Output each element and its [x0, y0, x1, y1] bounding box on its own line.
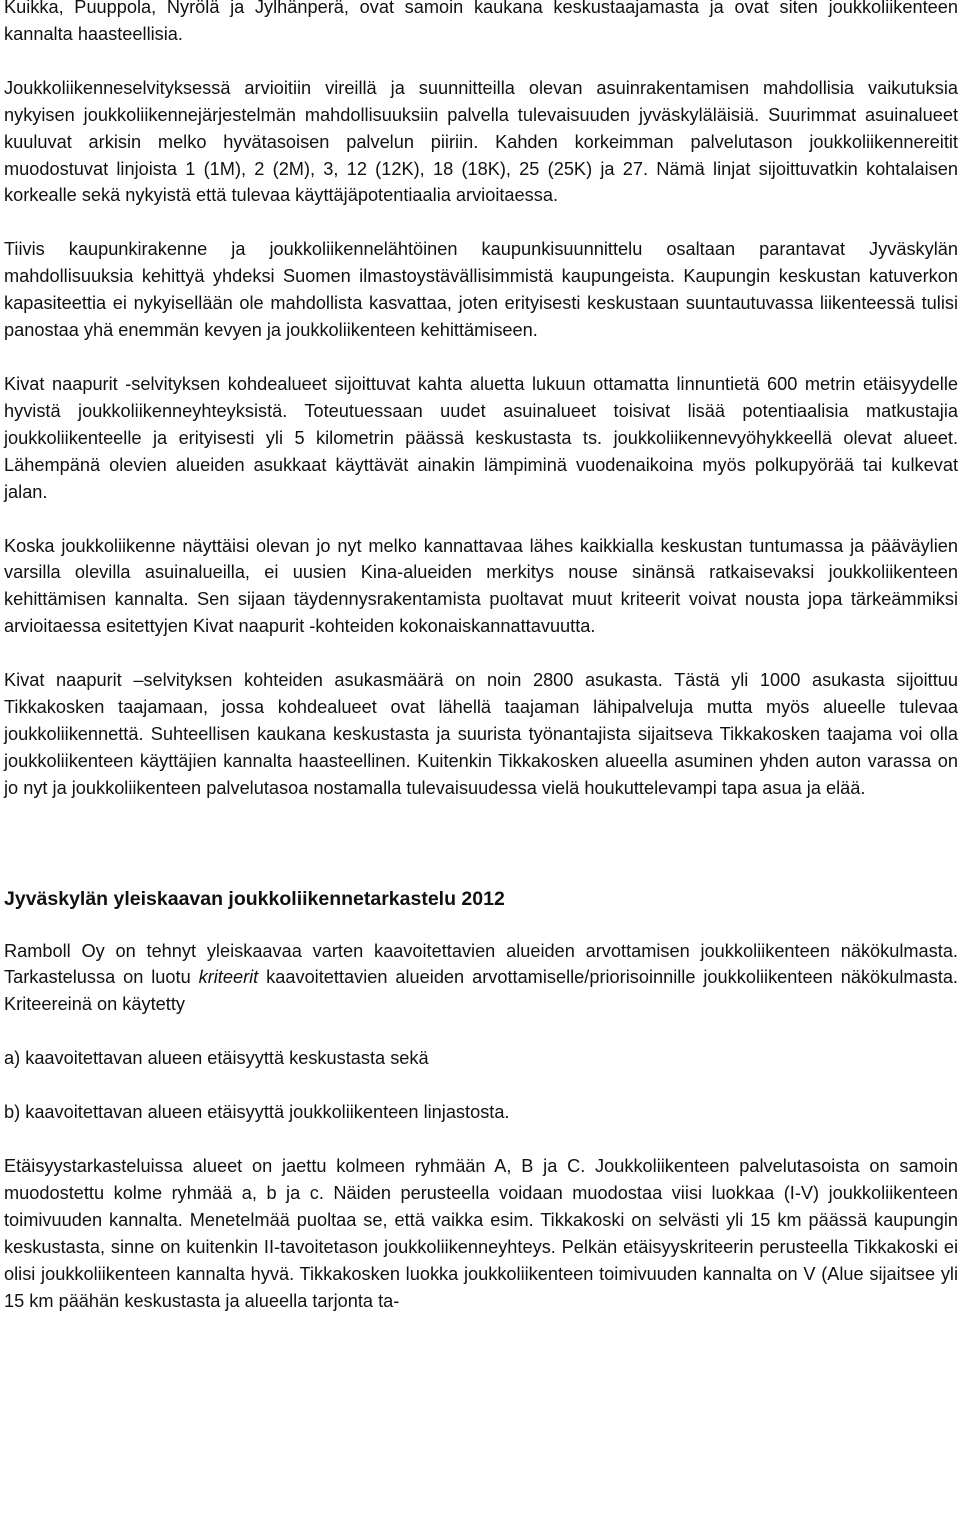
criterion-b: b) kaavoitettavan alueen etäisyyttä joukkoliikenteen linjastosta. [4, 1102, 510, 1123]
intro-text-start: Ramboll Oy on tehnyt yleiskaavaa varten kaavoitettavien alueiden arvottamisen joukkoliikenteen näkökulmasta. Tarkastelussa on luotu [4, 940, 958, 988]
intro-text-end: kaavoitettavien alueiden arvottamiselle/priorisoinnille joukkoliikenteen näkökulmasta. Kriteereinä on käytetty [4, 967, 958, 1015]
paragraph-transit-study: Joukkoliikenneselvityksessä arvioitiin vireillä ja suunnitteilla olevan asuinrakentamisen mahdollisia vaikutuksia nykyisen joukkoliikennejärjestelmän mahdollisuuksiin palvella tulevaisuuden jyväskyläläisiä. Suurimmat asuinalueet kuuluvat arkisin melko hyvätasoisen palvelun piiriin. Kahden korkeimman palvelutason joukkoliikennereitit muodostuvat linjoista 1 (1M), 2 (2M), 3, 12 (12K), 18 (18K), 25 (25K) ja 27. Nämä linjat sijoittuvatkin kohtalaisen korkealle sekä nykyistä että tulevaa käyttäjäpotentiaalia arvioitaessa. [4, 77, 958, 206]
paragraph-remote-villages: Kuikka, Puuppola, Nyrölä ja Jylhänperä, ovat samoin kaukana keskustaajamasta ja ovat siten joukkoliikenteen kannalta haasteellisia. [4, 0, 958, 44]
section-intro-paragraph [4, 938, 958, 1019]
document-page [4, 0, 958, 1315]
criterion-a: a) kaavoitettavan alueen etäisyyttä keskustasta sekä [4, 1048, 429, 1069]
intro-emphasis: kriteerit [198, 967, 259, 988]
paragraph-urban-structure: Tiivis kaupunkirakenne ja joukkoliikennelähtöinen kaupunkisuunnittelu osaltaan parantavat Jyväskylän mahdollisuuksia kehittyä yhdeksi Suomen ilmastoystävällisimmistä kaupungeista. Kaupungin keskustan katuverkon kapasiteettia ei nykyisellään ole mahdollista kasvattaa, joten erityisesti keskustaan suuntautuvassa liikenteessä tulisi panostaa yhä enemmän kevyen ja joukkoliikenteen kehittämiseen. [4, 239, 958, 341]
paragraph-infill-criteria: Koska joukkoliikenne näyttäisi olevan jo nyt melko kannattavaa lähes kaikkialla keskustan tuntumassa ja pääväylien varsilla olevilla asuinalueilla, ei uusien Kina-alueiden merkitys nouse sinänsä ratkaisevaksi joukkoliikenteen kehittämisen kannalta. Sen sijaan täydennysrakentamista puoltavat muut kriteerit voivat nousta jopa tärkeämmiksi arvioitaessa esitettyjen Kivat naapurit -kohteiden kokonaiskannattavuutta. [4, 535, 958, 637]
paragraph-distance-groups: Etäisyystarkasteluissa alueet on jaettu kolmeen ryhmään A, B ja C. Joukkoliikenteen palvelutasoista on samoin muodostettu kolme ryhmää a, b ja c. Näiden perusteella voidaan muodostaa viisi luokkaa (I-V) joukkoliikenteen toimivuuden kannalta. Menetelmää puoltaa se, että vaikka esim. Tikkakoski on selvästi yli 15 km päässä kaupungin keskustasta, sinne on kuitenkin II-tavoitetason joukkoliikenneyhteys. Pelkän etäisyyskriteerin perusteella Tikkakoski ei olisi joukkoliikenteen kannalta hyvä. Tikkakosken luokka joukkoliikenteen toimivuuden kannalta on V (Alue sijaitsee yli 15 km päähän keskustasta ja alueella tarjonta ta- [4, 1156, 958, 1311]
paragraph-kivat-naapurit-areas: Kivat naapurit -selvityksen kohdealueet sijoittuvat kahta aluetta lukuun ottamatta linnuntietä 600 metrin etäisyydelle hyvistä joukkoliikenneyhteyksistä. Toteutuessaan uudet asuinalueet toisivat lisää potentiaalisia matkustajia joukkoliikenteelle ja erityisesti yli 5 kilometrin päässä keskustasta ts. joukkoliikennevyöhykkeellä olevat alueet. Lähempänä olevien alueiden asukkaat käyttävät ainakin lämpiminä vuodenaikoina myös polkupyörää tai kulkevat jalan. [4, 373, 958, 502]
paragraph-resident-count: Kivat naapurit –selvityksen kohteiden asukasmäärä on noin 2800 asukasta. Tästä yli 1000 asukasta sijoittuu Tikkakosken taajamaan, jossa kohdealueet ovat lähellä taajaman lähipalveluja mutta myös alueelle tulevaa joukkoliikennettä. Suhteellisen kaukana keskustasta ja suurista työnantajista sijaitseva Tikkakosken taajama voi olla joukkoliikenteen käyttäjien kannalta haasteellinen. Kuitenkin Tikkakosken alueella asuminen yhden auton varassa on jo nyt ja joukkoliikenteen palvelutasoa nostamalla tulevaisuudessa vielä houkuttelevampi tapa asua ja elää. [4, 670, 958, 798]
section-heading: Jyväskylän yleiskaavan joukkoliikennetarkastelu 2012 [4, 887, 505, 910]
